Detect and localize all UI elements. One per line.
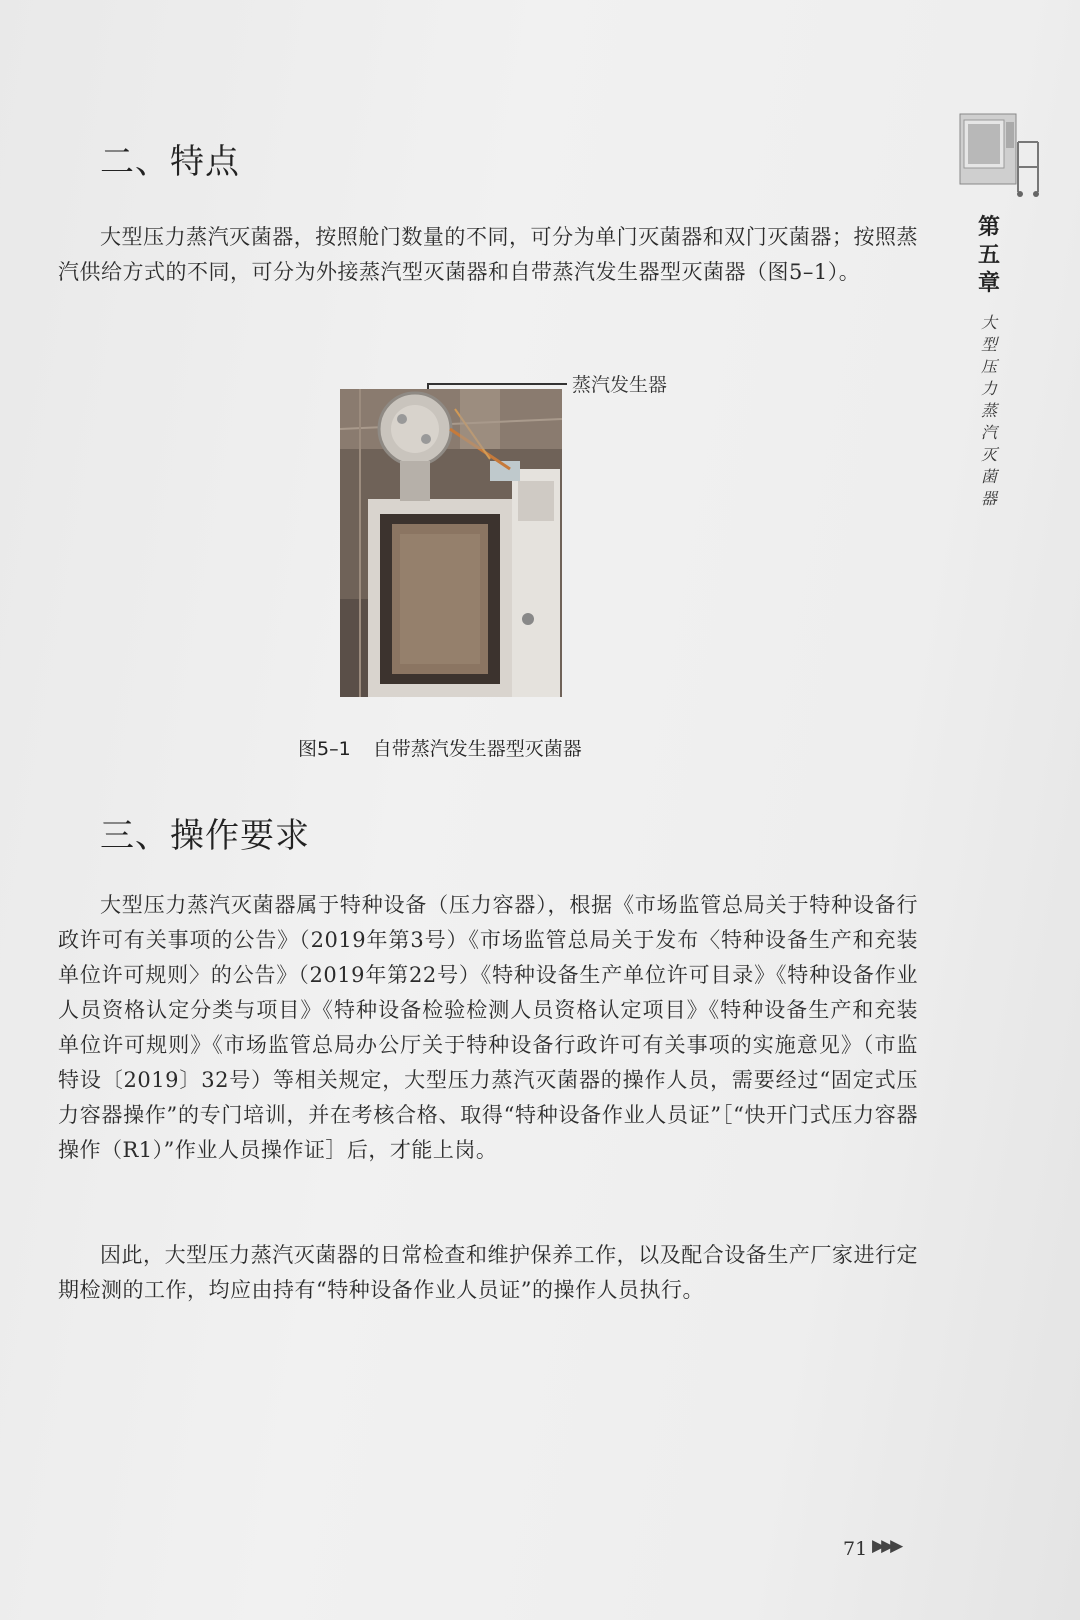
chapter-title-char: 压 — [980, 357, 997, 376]
chapter-char: 章 — [977, 271, 1000, 296]
figure-caption-text: 自带蒸汽发生器型灭菌器 — [372, 738, 582, 760]
operation-paragraph-2: 因此，大型压力蒸汽灭菌器的日常检查和维护保养工作，以及配合设备生产厂家进行定期检测的工作，均应由持有“特种设备作业人员证”的操作人员执行。 — [58, 1243, 918, 1302]
chapter-title — [974, 312, 1004, 510]
chapter-title-char: 型 — [980, 335, 997, 354]
page-arrows-icon: ▶▶▶ — [872, 1536, 900, 1556]
chapter-title-char: 灭 — [980, 445, 997, 464]
chapter-title-char: 大 — [980, 313, 997, 332]
section-heading-features: 二、特点 — [100, 142, 240, 182]
figure-label-leader-line — [427, 383, 567, 385]
section-heading-operation: 三、操作要求 — [100, 816, 310, 856]
chapter-title-char: 蒸 — [980, 401, 997, 420]
operation-paragraph-1: 大型压力蒸汽灭菌器属于特种设备（压力容器），根据《市场监管总局关于特种设备行政许可有关事项的公告》（2019年第3号）《市场监管总局关于发布〈特种设备生产和充装单位许可规则〉的公告》（2019年第22号）《特种设备生产单位许可目录》《特种设备作业人员资格认定分类与项目》《特种设备检验检测人员资格认定项目》《特种设备生产和充装单位许可规则》《市场监管总局办公厅关于特种设备行政许可有关事项的实施意见》（市监特设〔2019〕32号）等相关规定，大型压力蒸汽灭菌器的操作人员，需要经过“固定式压力容器操作”的专门培训，并在考核合格、取得“特种设备作业人员证”［“快开门式压力容器操作（R1）”作业人员操作证］后，才能上岗。 — [58, 893, 918, 1162]
sterilizer-thumbnail-icon — [958, 112, 1042, 198]
figure-caption — [298, 734, 582, 761]
figure-label-steam-generator: 蒸汽发生器 — [572, 374, 668, 396]
chapter-label — [974, 214, 1004, 298]
features-paragraph: 大型压力蒸汽灭菌器，按照舱门数量的不同，可分为单门灭菌器和双门灭菌器；按照蒸汽供给方式的不同，可分为外接蒸汽型灭菌器和自带蒸汽发生器型灭菌器（图5–1）。 — [58, 225, 918, 284]
page-number: 71 — [843, 1538, 868, 1560]
chapter-title-char: 汽 — [980, 423, 997, 442]
chapter-title-char: 器 — [980, 489, 997, 508]
figure-caption-number: 图5–1 — [298, 738, 351, 760]
chapter-char: 五 — [977, 243, 1000, 268]
chapter-title-char: 力 — [980, 379, 997, 398]
chapter-title-char: 菌 — [980, 467, 997, 486]
chapter-char: 第 — [977, 215, 1000, 240]
sterilizer-photo — [340, 389, 562, 697]
